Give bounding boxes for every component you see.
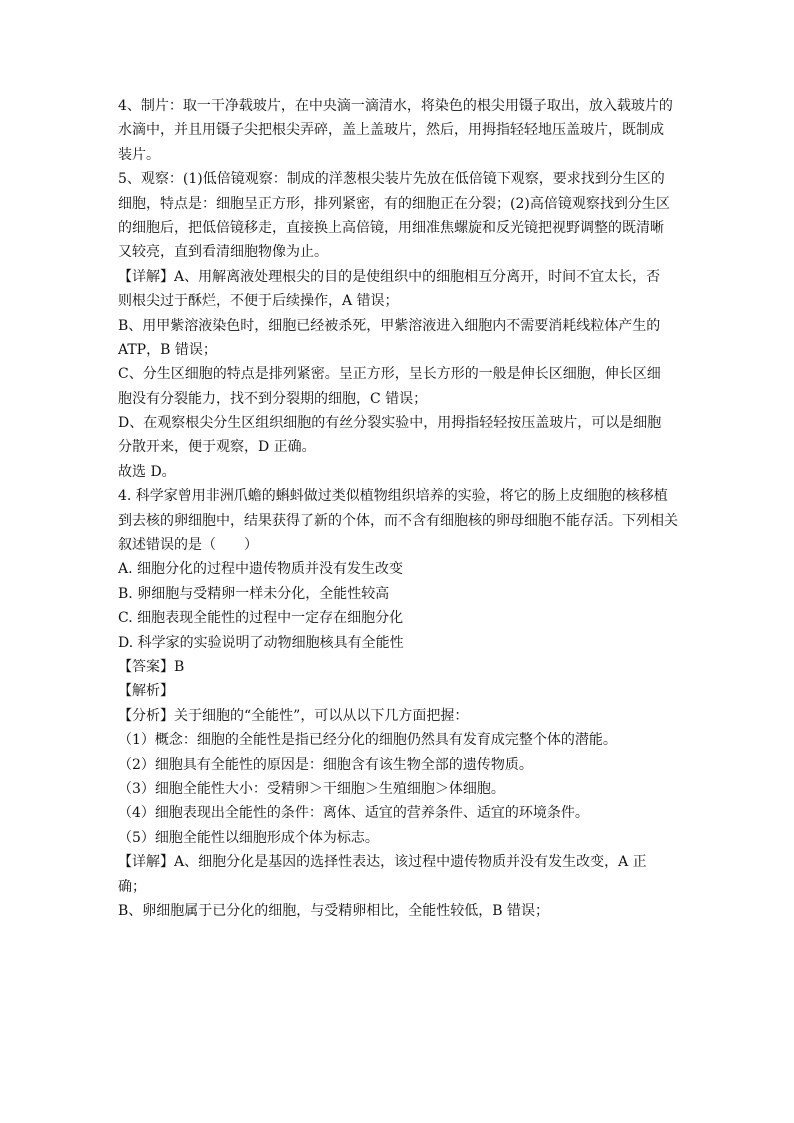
option-d: D. 科学家的实验说明了动物细胞核具有全能性	[118, 634, 404, 651]
question-line: 4. 科学家曾用非洲爪蟾的蝌蚪做过类似植物组织培养的实验，将它的肠上皮细胞的核移植	[118, 488, 668, 505]
text-line: 故选 D。	[118, 463, 176, 480]
document-body	[118, 94, 678, 923]
question-line: 到去核的卵细胞中，结果获得了新的个体，而不含有细胞核的卵母细胞不能存活。下列相关	[118, 512, 678, 529]
option-b: B. 卵细胞与受精卵一样未分化，全能性较高	[118, 585, 390, 602]
answer-line: 【答案】B	[118, 658, 185, 675]
text-line: 装片。	[118, 146, 160, 163]
text-line: （5）细胞全能性以细胞形成个体为标志。	[118, 829, 379, 846]
text-line: D、在观察根尖分生区组织细胞的有丝分裂实验中，用拇指轻轻按压盖玻片，可以是细胞	[118, 415, 662, 432]
text-line: 细胞，特点是：细胞呈正方形，排列紧密，有的细胞正在分裂；(2)高倍镜观察找到分生区	[118, 195, 670, 212]
text-line: 的细胞后，把低倍镜移走，直接换上高倍镜，用细准焦螺旋和反光镜把视野调整的既清晰	[118, 219, 664, 236]
text-line: （2）细胞具有全能性的原因是：细胞含有该生物全部的遗传物质。	[118, 756, 533, 773]
text-line: 分散开来，便于观察，D 正确。	[118, 439, 316, 456]
text-line: 则根尖过于酥烂，不便于后续操作，A 错误；	[118, 293, 399, 310]
text-line: B、用甲紫溶液染色时，细胞已经被杀死，甲紫溶液进入细胞内不需要消耗线粒体产生的	[118, 317, 661, 334]
option-a: A. 细胞分化的过程中遗传物质并没有发生改变	[118, 561, 404, 578]
text-line: 【详解】A、用解离液处理根尖的目的是使组织中的细胞相互分离开，时间不宜太长，否	[118, 268, 661, 285]
text-line: 水滴中，并且用镊子尖把根尖弄碎，盖上盖玻片，然后，用拇指轻轻地压盖玻片，既制成	[118, 122, 664, 139]
text-line: 4、制片：取一干净载玻片，在中央滴一滴清水，将染色的根尖用镊子取出，放入载玻片的	[118, 98, 673, 114]
text-line: B、卵细胞属于已分化的细胞，与受精卵相比，全能性较低，B 错误；	[118, 902, 550, 919]
text-line: 【分析】关于细胞的“全能性”，可以从以下几方面把握：	[118, 707, 469, 724]
text-line: C、分生区细胞的特点是排列紧密。呈正方形，呈长方形的一般是伸长区细胞，伸长区细	[118, 366, 661, 383]
analysis-heading: 【解析】	[118, 683, 174, 700]
text-line: 5、观察：(1)低倍镜观察：制成的洋葱根尖装片先放在低倍镜下观察，要求找到分生区的	[118, 171, 665, 188]
text-line: （1）概念：细胞的全能性是指已经分化的细胞仍然具有发育成完整个体的潜能。	[118, 732, 617, 749]
text-line: 胞没有分裂能力，找不到分裂期的细胞，C 错误；	[118, 390, 428, 407]
text-line: （3）细胞全能性大小：受精卵＞干细胞＞生殖细胞＞体细胞。	[118, 780, 505, 797]
text-line: 又较亮，直到看清细胞物像为止。	[118, 244, 328, 261]
text-line: （4）细胞表现出全能性的条件：离体、适宜的营养条件、适宜的环境条件。	[118, 805, 589, 822]
text-line: 确；	[118, 878, 146, 895]
question-line: 叙述错误的是（ ）	[118, 537, 258, 554]
text-line: 【详解】A、细胞分化是基因的选择性表达，该过程中遗传物质并没有发生改变，A 正	[118, 854, 647, 871]
option-c: C. 细胞表现全能性的过程中一定存在细胞分化	[118, 610, 404, 627]
text-line: ATP，B 错误；	[118, 341, 217, 358]
